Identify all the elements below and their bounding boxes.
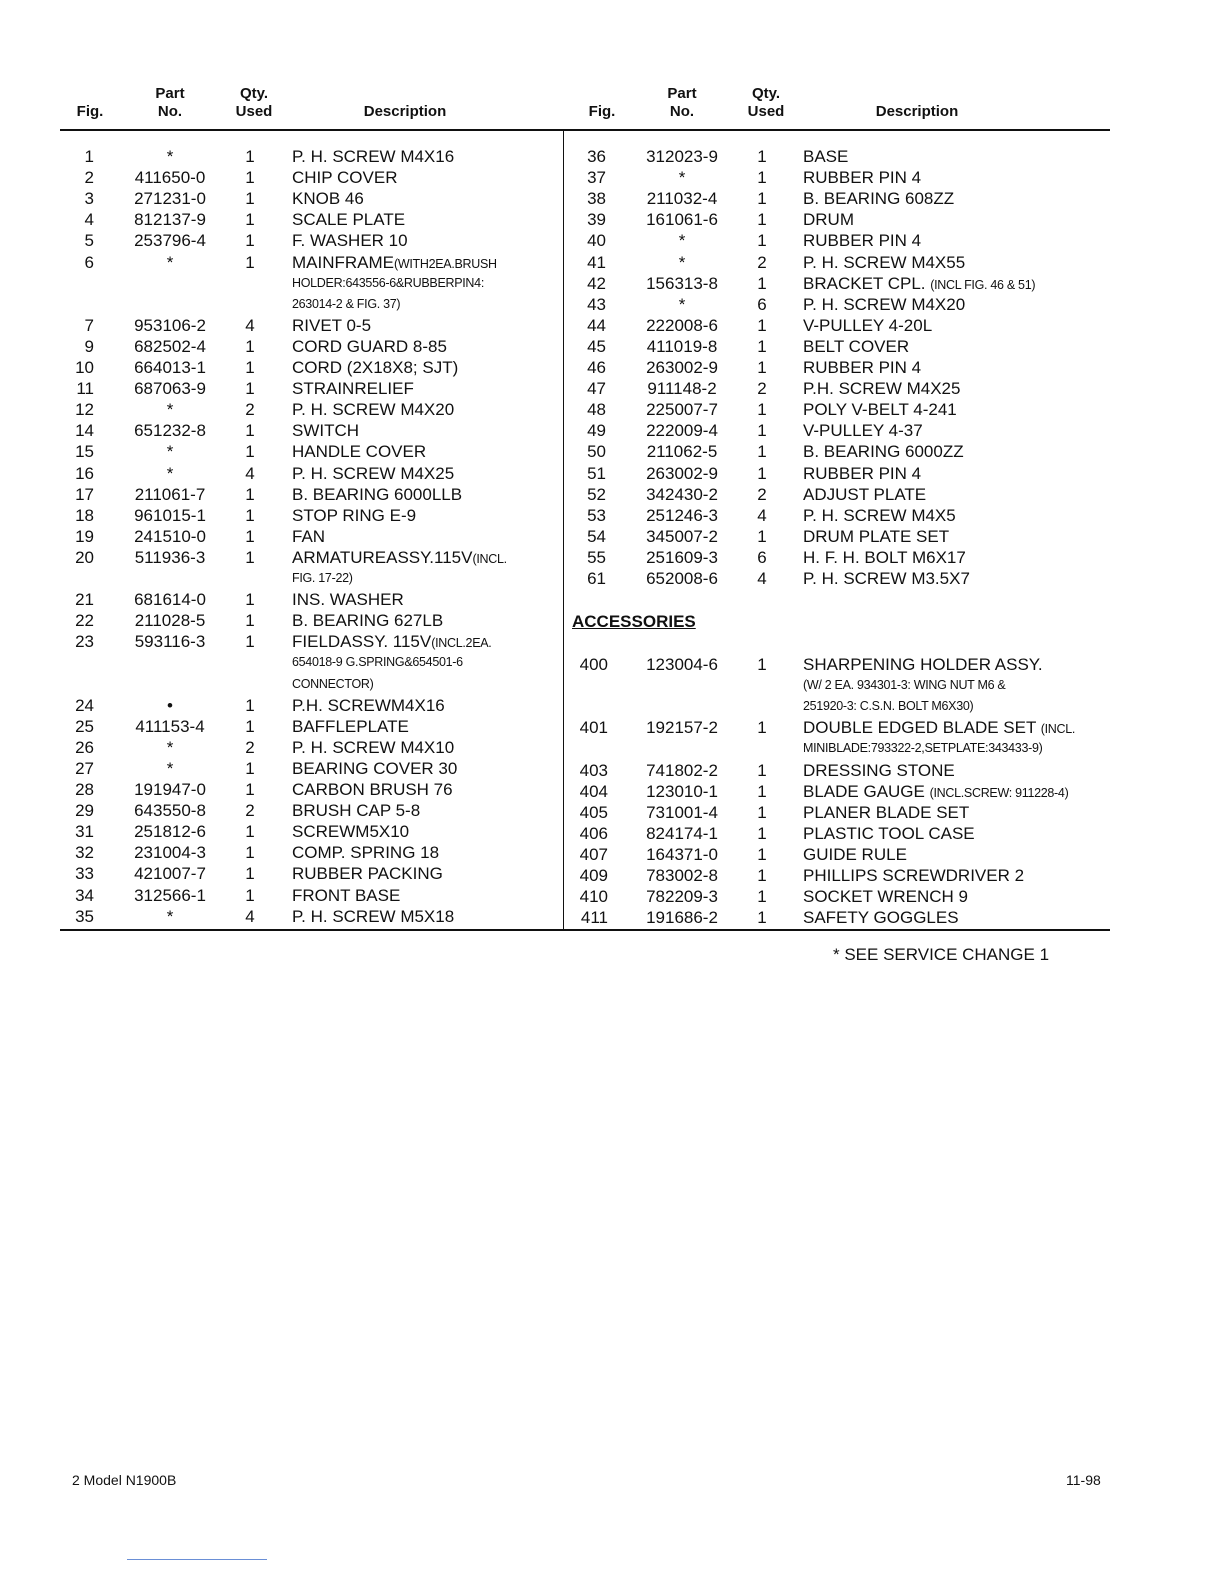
fig-number: 39 (587, 210, 606, 230)
header-rule (60, 129, 1110, 131)
part-number: * (166, 442, 174, 462)
qty-used: 1 (245, 189, 255, 209)
qty-used: 1 (245, 231, 255, 251)
description: CORD (2X18X8; SJT) (292, 358, 459, 377)
part-number: 156313-8 (646, 273, 718, 293)
part-number: 961015-1 (134, 505, 206, 525)
part-number: 241510-0 (134, 526, 206, 546)
part-number: 824174-1 (646, 823, 718, 843)
fig-number: 11 (76, 379, 94, 399)
description: BAFFLEPLATE (292, 716, 409, 736)
part-number: 231004-3 (134, 843, 206, 863)
part-number: 164371-0 (646, 844, 718, 864)
part-number: 511936-3 (134, 547, 206, 567)
fig-number: 404 (579, 781, 608, 801)
description: PLANER BLADE SET (803, 802, 970, 822)
qty-used: 1 (757, 655, 767, 674)
description: F. WASHER 10 (292, 231, 408, 251)
fig-number: 409 (579, 866, 608, 885)
part-number: 211062-5 (646, 442, 718, 462)
header-part-top: Part (155, 85, 185, 102)
header-desc-right: Description (875, 103, 959, 120)
fig-number: 46 (587, 358, 606, 377)
header-desc-left: Description (363, 103, 447, 120)
description: P.H. SCREWM4X16 (292, 695, 445, 715)
qty-used: 1 (245, 252, 255, 272)
fig-number: 41 (587, 252, 606, 272)
fig-number: 21 (75, 590, 94, 610)
description: B. BEARING 608ZZ (803, 189, 955, 209)
part-number: 211032-4 (646, 189, 718, 209)
description: FIG. 17-22) (292, 571, 353, 585)
description-main: ARMATUREASSY.115V (292, 547, 473, 567)
qty-used: 1 (245, 442, 255, 462)
part-number: 421007-7 (134, 864, 206, 884)
fig-number: 37 (587, 168, 606, 188)
header-part-bottom: No. (669, 103, 695, 120)
part-number: 812137-9 (134, 210, 206, 230)
description: SCALE PLATE (292, 210, 406, 230)
qty-used: 1 (757, 802, 767, 822)
table-bottom-rule (60, 929, 1110, 931)
qty-used: 1 (245, 780, 255, 799)
description: POLY V-BELT 4-241 (803, 400, 957, 420)
qty-used: 1 (245, 421, 255, 441)
part-number: 222008-6 (646, 315, 718, 335)
qty-used: 1 (245, 547, 255, 567)
qty-used: 1 (757, 887, 767, 907)
description (292, 252, 497, 275)
description-note: (INCL.2EA. (431, 636, 492, 651)
qty-used: 1 (245, 484, 255, 504)
part-number: 411650-0 (134, 168, 206, 188)
header-fig-right: Fig. (588, 103, 616, 120)
description: MINIBLADE:793322-2,SETPLATE:343433-9) (803, 741, 1043, 756)
part-number: 731001-4 (646, 802, 718, 822)
description: DRESSING STONE (803, 760, 955, 780)
header-part-right (652, 85, 712, 121)
description: STRAINRELIEF (292, 379, 414, 399)
service-change-note: * SEE SERVICE CHANGE 1 (833, 945, 1050, 964)
qty-used: 1 (245, 210, 255, 230)
description: P. H. SCREW M3.5X7 (803, 569, 970, 588)
description (803, 717, 1075, 740)
fig-number: 42 (587, 273, 606, 293)
description: P. H. SCREW M4X20 (292, 400, 455, 420)
qty-used: 1 (757, 463, 767, 483)
description-main: BRACKET CPL. (803, 273, 931, 293)
description: BASE (803, 147, 849, 166)
qty-used: 1 (245, 168, 255, 188)
qty-used: 1 (757, 147, 767, 166)
description: V-PULLEY 4-37 (803, 421, 923, 441)
fig-number: 18 (75, 505, 94, 525)
part-number: * (166, 906, 174, 926)
description: PHILLIPS SCREWDRIVER 2 (803, 866, 1025, 885)
part-number: * (166, 147, 174, 166)
description-note: (INCL FIG. 46 & 51) (930, 277, 1036, 292)
qty-used: 1 (245, 885, 255, 905)
fig-number: 55 (587, 547, 606, 567)
description: B. BEARING 6000LLB (292, 484, 463, 504)
description: SCREWM5X10 (292, 822, 410, 842)
part-number: 222009-4 (646, 421, 718, 441)
description: CONNECTOR) (292, 676, 374, 691)
description: BRUSH CAP 5-8 (292, 801, 421, 821)
description: P. H. SCREW M4X10 (292, 737, 455, 757)
qty-used: 6 (757, 294, 767, 314)
description: STOP RING E-9 (292, 505, 417, 525)
part-number: * (678, 168, 686, 188)
description: SOCKET WRENCH 9 (803, 887, 968, 907)
description: SWITCH (292, 421, 360, 441)
part-number: 782209-3 (646, 887, 718, 907)
qty-used: 2 (757, 252, 767, 272)
description: CHIP COVER (292, 168, 398, 188)
fig-number: 35 (75, 906, 94, 926)
fig-number: 403 (579, 760, 608, 780)
fig-number: 48 (587, 400, 606, 420)
part-number: 191686-2 (646, 908, 718, 928)
part-number: 211061-7 (134, 484, 206, 504)
description: H. F. H. BOLT M6X17 (803, 547, 966, 567)
qty-used: 1 (757, 400, 767, 420)
part-number: * (166, 463, 174, 483)
description: DRUM PLATE SET (803, 526, 950, 546)
qty-used: 1 (245, 695, 255, 715)
part-number: 251812-6 (134, 822, 206, 842)
description: RUBBER PIN 4 (803, 463, 922, 483)
qty-used: 2 (757, 379, 767, 399)
accessories-title: ACCESSORIES (572, 612, 696, 631)
fig-number: 28 (75, 780, 94, 799)
fig-number: 44 (587, 315, 606, 335)
description: FAN (292, 526, 326, 546)
qty-used: 1 (757, 781, 767, 801)
description-main: FIELDASSY. 115V (292, 632, 432, 652)
fig-number: 1 (84, 147, 94, 166)
qty-used: 1 (245, 822, 255, 842)
part-number: 687063-9 (134, 379, 206, 399)
fig-number: 31 (75, 822, 94, 842)
fig-number: 33 (75, 864, 94, 884)
qty-used: 1 (757, 844, 767, 864)
part-number: 953106-2 (134, 315, 206, 335)
header-qty-top: Qty. (751, 85, 781, 102)
description (803, 781, 1068, 804)
part-number: * (678, 252, 686, 272)
qty-used: 1 (245, 336, 255, 356)
fig-number: 34 (75, 885, 94, 905)
fig-number: 17 (75, 484, 94, 504)
qty-used: 1 (757, 168, 767, 188)
description: 251920-3: C.S.N. BOLT M6X30) (803, 699, 974, 714)
fig-number: 27 (75, 758, 94, 778)
part-number: 123004-6 (646, 655, 718, 674)
fig-number: 53 (587, 505, 606, 525)
part-number: 312566-1 (134, 885, 206, 905)
fig-number: 9 (84, 336, 94, 356)
description: P. H. SCREW M4X20 (803, 294, 966, 314)
description-note: (INCL.SCREW: 911228-4) (929, 785, 1069, 800)
description: P. H. SCREW M4X25 (292, 463, 455, 483)
fig-number: 15 (75, 442, 94, 462)
fig-number: 20 (75, 547, 94, 567)
fig-number: 400 (579, 655, 608, 674)
fig-number: 411 (580, 908, 608, 928)
part-number: 191947-0 (134, 780, 206, 799)
qty-used: 1 (757, 760, 767, 780)
description: RIVET 0-5 (292, 315, 372, 335)
fig-number: 45 (587, 336, 606, 356)
scan-mark-line (127, 1559, 267, 1560)
description: RUBBER PACKING (292, 864, 443, 884)
qty-used: 1 (757, 866, 767, 885)
part-number: 741802-2 (646, 760, 718, 780)
fig-number: 14 (75, 421, 94, 441)
description: P.H. SCREW M4X25 (803, 379, 961, 399)
part-number: * (166, 252, 174, 272)
part-number: 263002-9 (646, 358, 718, 377)
qty-used: 1 (245, 590, 255, 610)
qty-used: 4 (245, 906, 255, 926)
fig-number: 32 (75, 843, 94, 863)
header-qty-top: Qty. (239, 85, 269, 102)
fig-number: 5 (84, 231, 94, 251)
part-number: 682502-4 (134, 336, 206, 356)
fig-number: 54 (587, 526, 606, 546)
qty-used: 1 (245, 147, 255, 166)
description: P. H. SCREW M5X18 (292, 906, 455, 926)
part-number: 643550-8 (134, 801, 206, 821)
footer-model: 2 Model N1900B (72, 1472, 177, 1488)
fig-number: 12 (75, 400, 94, 420)
qty-used: 1 (757, 823, 767, 843)
part-number: * (678, 231, 686, 251)
description: (W/ 2 EA. 934301-3: WING NUT M6 & (803, 678, 1006, 693)
fig-number: 61 (587, 569, 606, 588)
header-fig-left: Fig. (76, 103, 104, 120)
part-number: 271231-0 (134, 189, 206, 209)
fig-number: 401 (579, 718, 608, 738)
fig-number: 23 (75, 632, 94, 652)
fig-number: 16 (75, 463, 94, 483)
fig-number: 10 (75, 358, 94, 377)
qty-used: 1 (757, 273, 767, 293)
qty-used: 4 (245, 315, 255, 335)
fig-number: 25 (75, 716, 94, 736)
part-number: 263002-9 (646, 463, 718, 483)
part-number: 211028-5 (134, 611, 206, 631)
description-note: (INCL. (472, 551, 507, 566)
description: CARBON BRUSH 76 (292, 780, 453, 799)
fig-number: 406 (579, 823, 608, 843)
header-part-left (140, 85, 200, 121)
qty-used: 1 (757, 210, 767, 230)
qty-used: 1 (757, 442, 767, 462)
qty-used: 1 (757, 358, 767, 377)
part-number: 312023-9 (646, 147, 718, 166)
part-number: 123010-1 (646, 781, 718, 801)
description: P. H. SCREW M4X16 (292, 147, 455, 166)
fig-number: 410 (579, 887, 608, 907)
description: 263014-2 & FIG. 37) (292, 296, 401, 311)
description: FRONT BASE (292, 885, 401, 905)
description: RUBBER PIN 4 (803, 168, 922, 188)
fig-number: 49 (587, 421, 606, 441)
description (292, 631, 491, 654)
description: KNOB 46 (292, 189, 364, 209)
fig-number: 19 (75, 526, 94, 546)
footer-date: 11-98 (1066, 1472, 1101, 1488)
qty-used: 6 (757, 547, 767, 567)
header-part-top: Part (667, 85, 697, 102)
qty-used: 2 (245, 801, 255, 821)
part-number: 251246-3 (646, 505, 718, 525)
fig-number: 36 (587, 147, 606, 166)
qty-used: 1 (245, 526, 255, 546)
fig-number: 29 (75, 801, 94, 821)
header-part-bottom: No. (157, 103, 183, 120)
description: COMP. SPRING 18 (292, 843, 440, 863)
qty-used: 1 (757, 189, 767, 209)
part-number: * (166, 400, 174, 420)
part-number: 911148-2 (647, 379, 717, 399)
qty-used: 1 (757, 908, 767, 928)
qty-used: 1 (757, 718, 767, 738)
part-number: 664013-1 (134, 358, 206, 377)
description: B. BEARING 627LB (292, 611, 444, 631)
description-note: (INCL. (1040, 722, 1076, 737)
description: V-PULLEY 4-20L (803, 315, 933, 335)
description: SHARPENING HOLDER ASSY. (803, 655, 1043, 674)
description-main: DOUBLE EDGED BLADE SET (803, 718, 1041, 738)
description-main: MAINFRAME (292, 252, 394, 272)
qty-used: 1 (757, 315, 767, 335)
part-number: 225007-7 (646, 400, 718, 420)
description: HOLDER:643556-6&RUBBERPIN4: (292, 275, 484, 290)
description-main: BLADE GAUGE (803, 781, 930, 801)
fig-number: 7 (84, 315, 94, 335)
fig-number: 24 (75, 695, 94, 715)
fig-number: 52 (587, 484, 606, 504)
qty-used: 1 (245, 843, 255, 863)
fig-number: 405 (579, 802, 608, 822)
qty-used: 4 (245, 463, 255, 483)
fig-number: 407 (579, 844, 608, 864)
part-number: 161061-6 (646, 210, 718, 230)
part-number: 251609-3 (646, 547, 718, 567)
qty-used: 1 (245, 864, 255, 884)
description: GUIDE RULE (803, 844, 907, 864)
qty-used: 1 (245, 716, 255, 736)
description: RUBBER PIN 4 (803, 231, 922, 251)
header-qty-bottom: Used (235, 103, 273, 120)
column-divider (563, 131, 564, 930)
description: RUBBER PIN 4 (803, 358, 922, 377)
header-qty-right (738, 85, 794, 121)
qty-used: 1 (757, 336, 767, 356)
description: B. BEARING 6000ZZ (803, 442, 964, 462)
fig-number: 22 (75, 611, 94, 631)
fig-number: 2 (84, 168, 94, 188)
description: P. H. SCREW M4X5 (803, 505, 956, 525)
part-number: 342430-2 (646, 484, 718, 504)
part-number: 253796-4 (134, 231, 206, 251)
description: DRUM (803, 210, 854, 230)
part-number: 345007-2 (646, 526, 718, 546)
part-number: 651232-8 (134, 421, 206, 441)
fig-number: 40 (587, 231, 606, 251)
fig-number: 47 (587, 379, 606, 399)
description: BELT COVER (803, 336, 910, 356)
description: SAFETY GOGGLES (803, 908, 959, 928)
qty-used: 1 (757, 231, 767, 251)
fig-number: 50 (587, 442, 606, 462)
part-number: * (166, 758, 174, 778)
fig-number: 38 (587, 189, 606, 209)
description: PLASTIC TOOL CASE (803, 823, 975, 843)
qty-used: 1 (245, 758, 255, 778)
qty-used: 4 (757, 505, 767, 525)
qty-used: 1 (757, 526, 767, 546)
fig-number: 4 (84, 210, 94, 230)
part-number: • (167, 695, 173, 715)
part-number: * (166, 737, 174, 757)
qty-used: 2 (245, 737, 255, 757)
fig-number: 51 (587, 463, 606, 483)
description (292, 547, 507, 570)
header-qty-bottom: Used (747, 103, 785, 120)
description: P. H. SCREW M4X55 (803, 252, 966, 272)
part-number: * (678, 294, 686, 314)
qty-used: 1 (245, 379, 255, 399)
qty-used: 1 (245, 632, 255, 652)
description: HANDLE COVER (292, 442, 427, 462)
description (803, 273, 1035, 296)
fig-number: 3 (84, 189, 94, 209)
description: CORD GUARD 8-85 (292, 336, 447, 356)
description: INS. WASHER (292, 590, 404, 610)
qty-used: 2 (245, 400, 255, 420)
part-number: 652008-6 (646, 569, 718, 588)
fig-number: 43 (587, 294, 606, 314)
qty-used: 4 (757, 569, 767, 588)
part-number: 681614-0 (134, 590, 206, 610)
fig-number: 26 (75, 737, 94, 757)
qty-used: 1 (245, 358, 255, 377)
part-number: 411153-4 (135, 716, 205, 736)
description: ADJUST PLATE (803, 484, 927, 504)
description: 654018-9 G.SPRING&654501-6 (292, 655, 463, 670)
description-note: (WITH2EA.BRUSH (394, 256, 497, 271)
qty-used: 1 (245, 611, 255, 631)
part-number: 593116-3 (134, 632, 206, 652)
part-number: 411019-8 (646, 336, 718, 356)
part-number: 192157-2 (646, 718, 718, 738)
qty-used: 1 (245, 505, 255, 525)
description: BEARING COVER 30 (292, 758, 458, 778)
part-number: 783002-8 (646, 866, 718, 885)
qty-used: 2 (757, 484, 767, 504)
fig-number: 6 (84, 252, 94, 272)
header-qty-left (226, 85, 282, 121)
qty-used: 1 (757, 421, 767, 441)
